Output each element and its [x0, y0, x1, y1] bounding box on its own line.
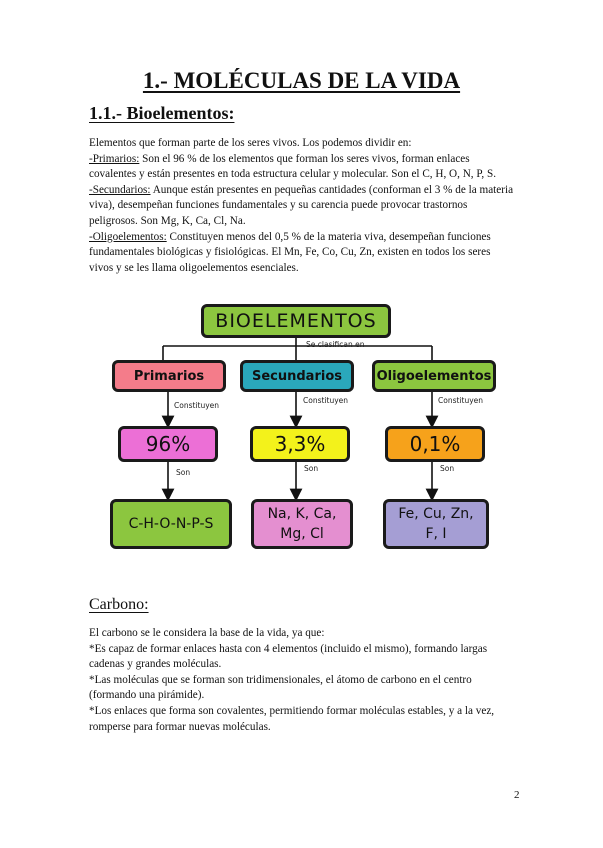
page-number: 2	[514, 789, 520, 801]
primarios-box: Primarios	[112, 360, 226, 392]
secundarios-label: -Secundarios:	[89, 183, 151, 196]
constituyen-label: Constituyen	[174, 401, 220, 410]
secundarios-text: Aunque están presentes en pequeñas cantidades (conforman el 3 % de la materia viva), desempeñan funciones fundamentales y su carencia puede provocar trastornos peligrosos. Son Mg, K, Ca, Cl, Na.	[89, 183, 514, 227]
secundarios-elements-box: Na, K, Ca, Mg, Cl	[251, 499, 353, 549]
bioelementos-paragraph	[89, 136, 514, 276]
section-heading-bioelementos: 1.1.- Bioelementos:	[89, 103, 235, 123]
bioelementos-diagram	[113, 298, 503, 560]
se-clasifican-label: Se clasifican en	[306, 340, 365, 349]
constituyen-label: Constituyen	[438, 396, 484, 405]
oligoelementos-box: Oligoelementos	[372, 360, 496, 392]
primarios-text: Son el 96 % de los elementos que forman los seres vivos, forman enlaces covalentes y están presentes en toda estructura celular y molecular. Son el C, H, O, N, P, S.	[89, 152, 496, 181]
carbono-line: *Los enlaces que forma son covalentes, permitiendo formar moléculas estables, y a la vez, romperse para formar nuevas moléculas.	[89, 704, 495, 733]
carbono-line: El carbono se le considera la base de la vida, ya que:	[89, 627, 325, 639]
bioelementos-box: BIOELEMENTOS	[201, 304, 391, 338]
section-heading-carbono: Carbono:	[89, 596, 149, 613]
primarios-label: -Primarios:	[89, 152, 140, 165]
carbono-line: *Las moléculas que se forman son tridimensionales, el átomo de carbono en el centro (formando una pirámide).	[89, 673, 472, 702]
intro-text: Elementos que forman parte de los seres vivos. Los podemos dividir en:	[89, 137, 412, 149]
oligoelementos-label: -Oligoelementos:	[89, 230, 167, 243]
son-label: Son	[304, 464, 319, 473]
secundarios-box: Secundarios	[240, 360, 354, 392]
son-label: Son	[176, 468, 191, 477]
primarios-percent-box: 96%	[118, 426, 218, 462]
constituyen-label: Constituyen	[303, 396, 349, 405]
primarios-elements-box: C-H-O-N-P-S	[110, 499, 232, 549]
page-title: 1.- MOLÉCULAS DE LA VIDA	[142, 68, 461, 93]
secundarios-percent-box: 3,3%	[250, 426, 350, 462]
carbono-paragraph	[89, 626, 514, 735]
oligoelementos-percent-box: 0,1%	[385, 426, 485, 462]
son-label: Son	[440, 464, 455, 473]
oligoelementos-elements-box: Fe, Cu, Zn, F, I	[383, 499, 489, 549]
carbono-line: *Es capaz de formar enlaces hasta con 4 elementos (incluido el mismo), formando largas cadenas y grandes moléculas.	[89, 642, 488, 671]
oligoelementos-text: Constituyen menos del 0,5 % de la materia viva, desempeñan funciones fundamentales biológicas y fisiológicas. El Mn, Fe, Co, Cu, Zn, existen en todos los seres vivos y se les llama oligoelementos esenciales.	[89, 230, 491, 274]
